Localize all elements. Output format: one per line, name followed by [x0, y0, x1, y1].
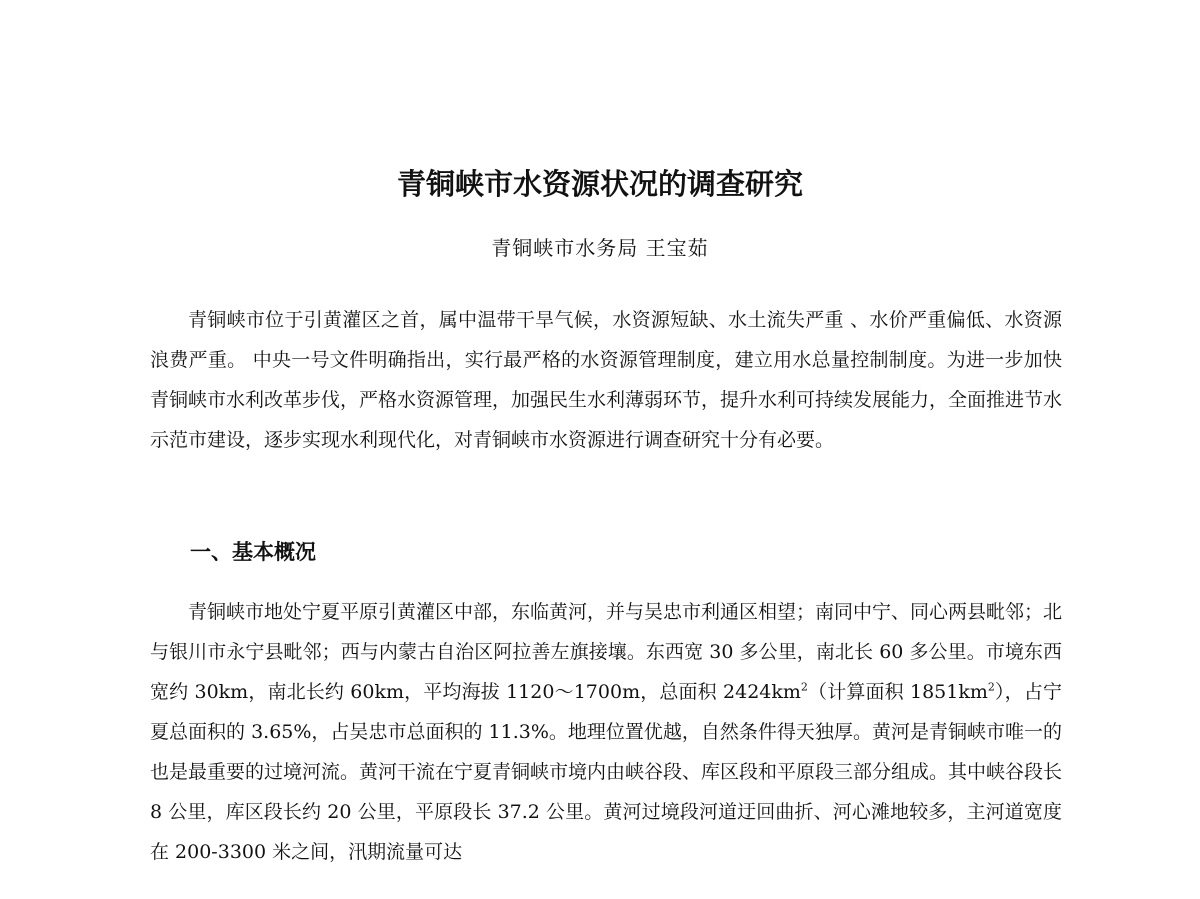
section1-text-part2: （计算面积 1851km [807, 681, 988, 703]
section1-paragraph [150, 592, 1062, 872]
section1-text-part1: 青铜峡市地处宁夏平原引黄灌区中部，东临黄河，并与吴忠市利通区相望；南同中宁、同心两县毗邻；北与银川市永宁县毗邻；西与内蒙古自治区阿拉善左旗接壤。东西宽 30 多公里，南北长 60 多公里。市境东西宽约 30km，南北长约 60km，平均海拔 1120～1700m，总面积 2424km [150, 601, 1063, 703]
section-heading-basic-overview: 一、基本概况 [190, 540, 316, 564]
superscript-squared: 2 [800, 680, 808, 694]
intro-paragraph: 青铜峡市位于引黄灌区之首，属中温带干旱气候，水资源短缺、水土流失严重 、水价严重偏低、水资源浪费严重。 中央一号文件明确指出，实行最严格的水资源管理制度，建立用水总量控制制度。为进一步加快青铜峡市水利改革步伐，严格水资源管理，加强民生水利薄弱环节，提升水利可持续发展能力，全面推进节水示范市建设，逐步实现水利现代化，对青铜峡市水资源进行调查研究十分有必要。 [150, 309, 1063, 451]
document-author: 青铜峡市水务局 王宝茹 [491, 236, 709, 260]
section1-text-part3: ），占宁夏总面积的 3.65%，占吴忠市总面积的 11.3%。地理位置优越，自然条件得天独厚。黄河是青铜峡市唯一的也是最重要的过境河流。黄河干流在宁夏青铜峡市境内由峡谷段、库区段和平原段三部分组成。其中峡谷段长 8 公里，库区段长约 20 公里，平原段长 37.2 公里。黄河过境段河道迂回曲折、河心滩地较多，主河道宽度在 200-3300 米之间，汛期流量可达 [150, 681, 1063, 863]
document-title: 青铜峡市水资源状况的调查研究 [396, 167, 803, 201]
superscript-squared: 2 [987, 680, 995, 694]
